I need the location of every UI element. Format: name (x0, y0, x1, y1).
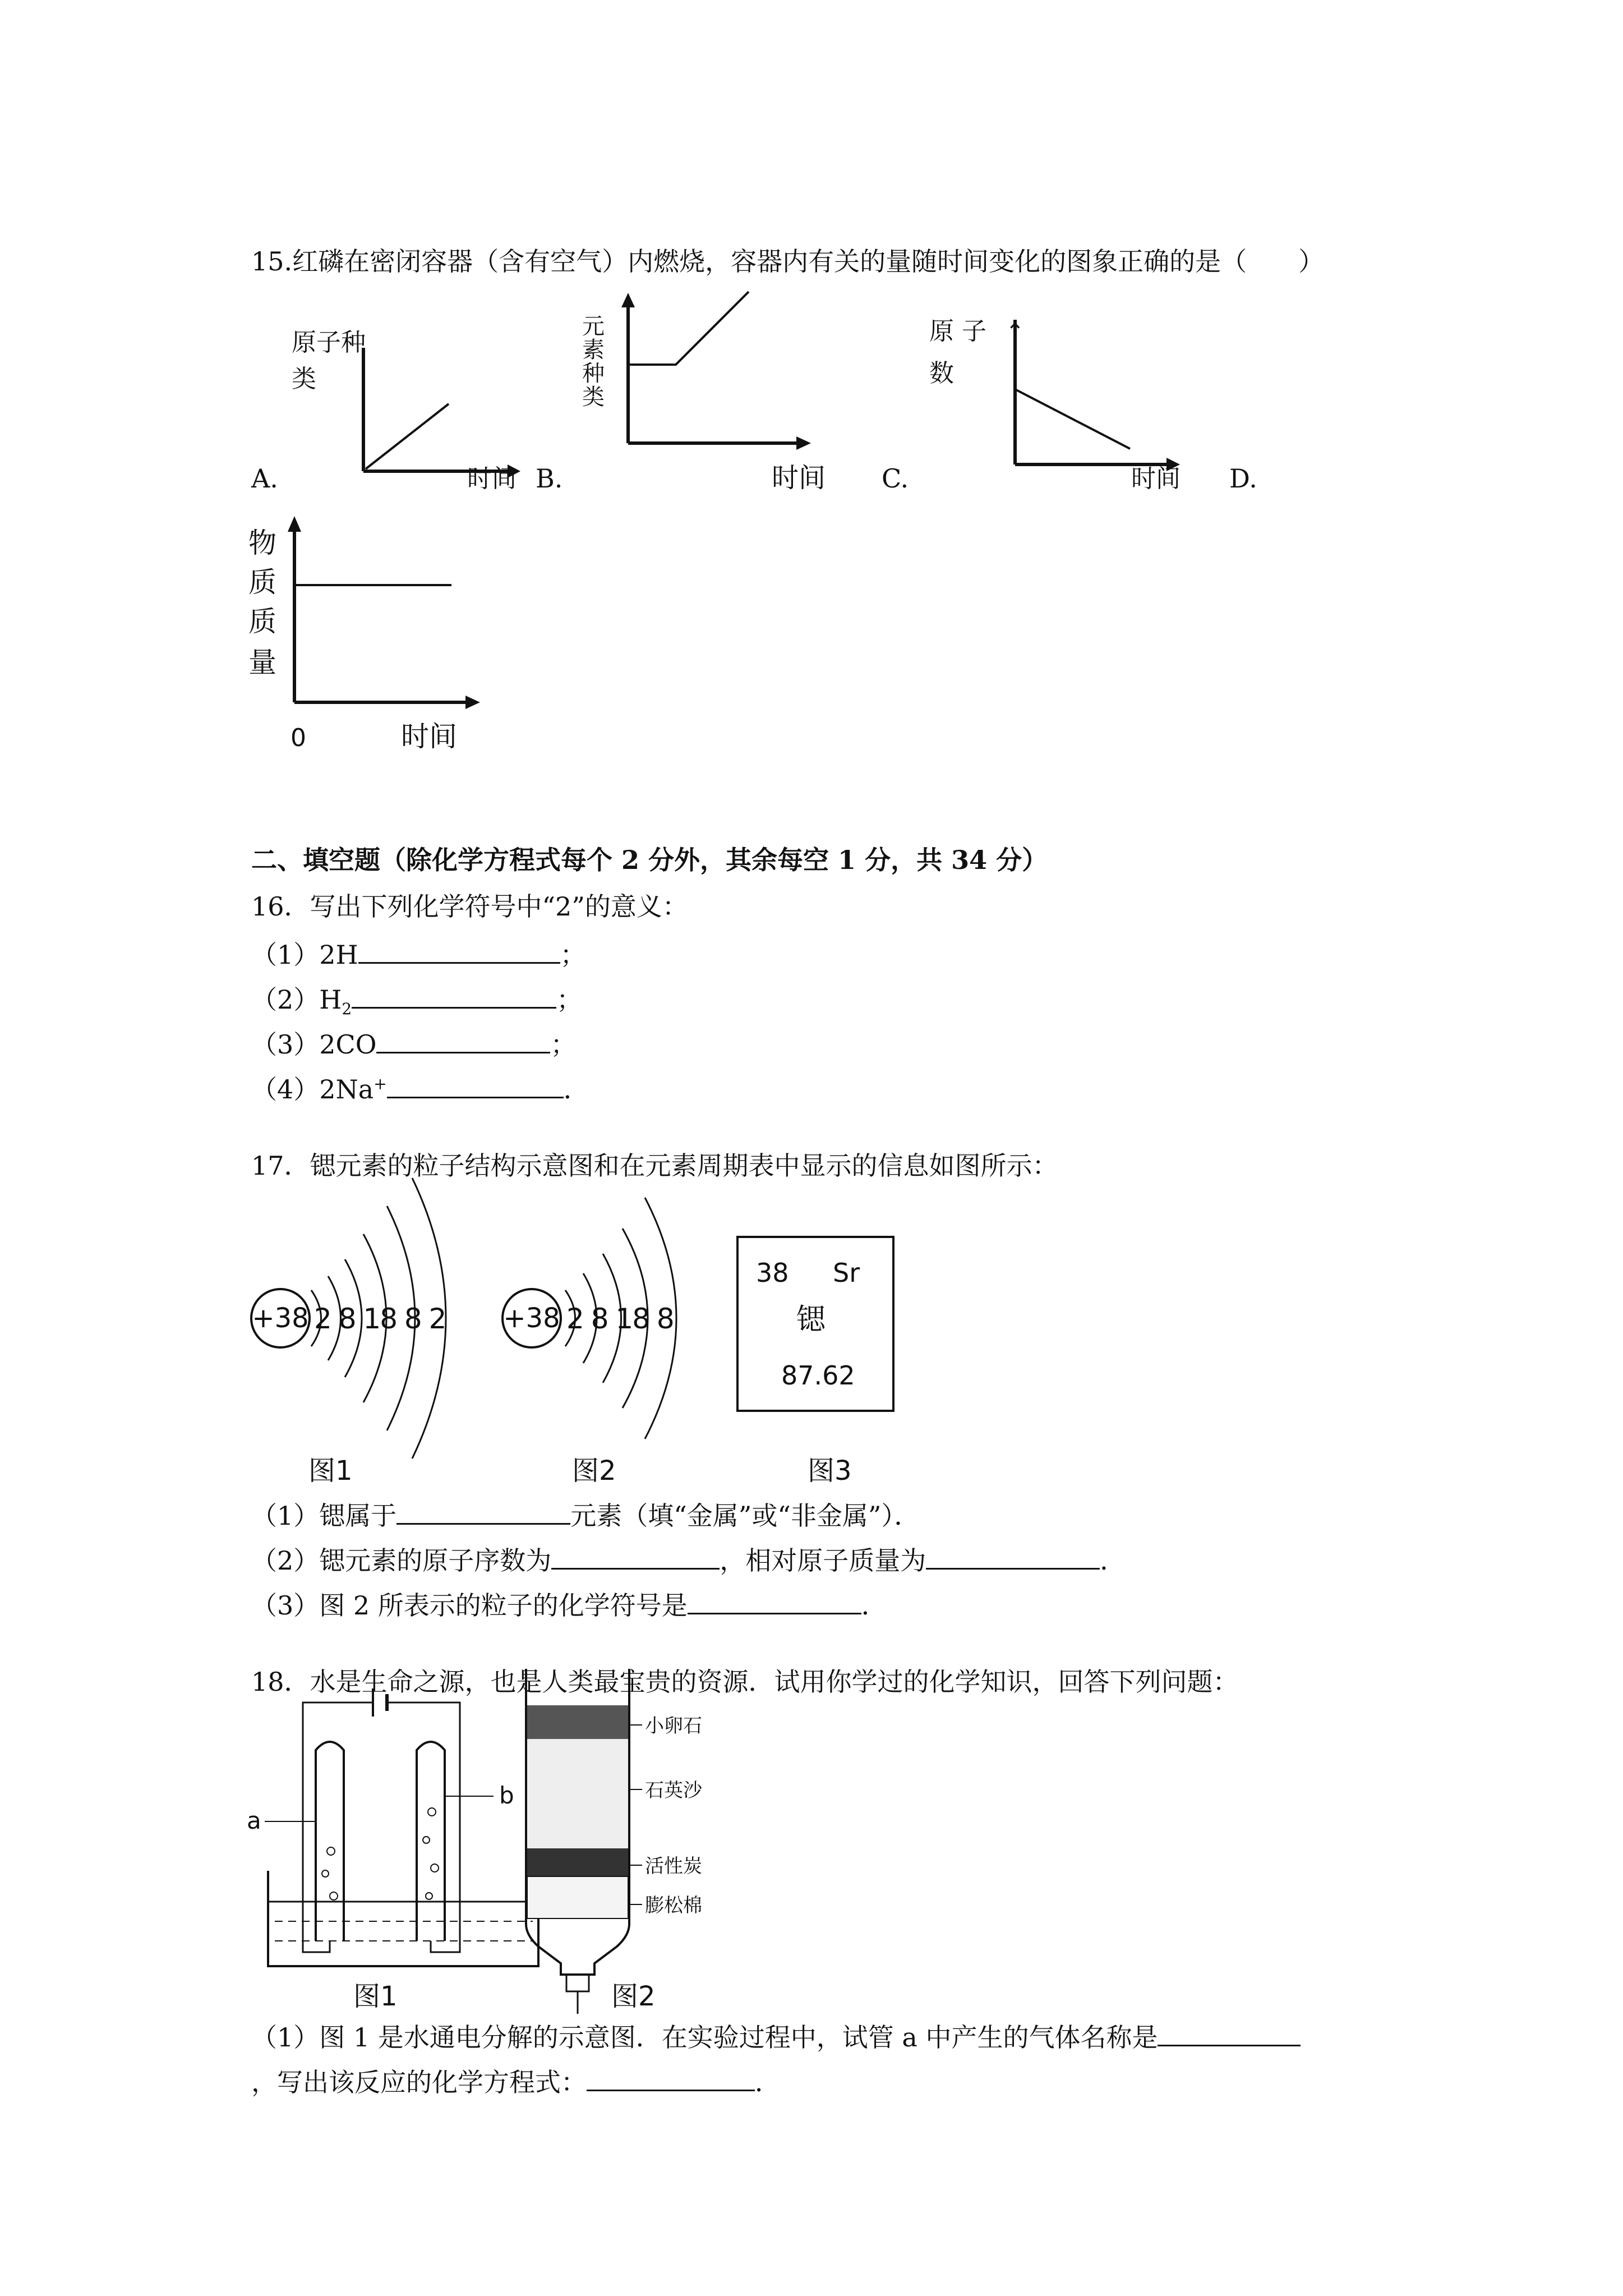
q17-stem: 17．锶元素的粒子结构示意图和在元素周期表中显示的信息如图所示： (251, 1151, 1058, 1181)
svg-text:Sr: Sr (833, 1258, 860, 1288)
q16-item-4: （4）2Na+ ． (251, 1074, 589, 1105)
graph-b-ylabel-3: 类 (582, 384, 605, 410)
svg-text:活性炭: 活性炭 (645, 1855, 702, 1878)
graph-b-ylabel-1: 素 (582, 337, 605, 363)
graph-d-ylabel-2: 质 (248, 605, 276, 638)
option-d: D. (1229, 463, 1257, 494)
q17-sub3: （3）图 2 所表示的粒子的化学符号是 ． (251, 1590, 887, 1621)
svg-text:38: 38 (756, 1258, 789, 1288)
graph-a-xlabel: 时间 (467, 464, 517, 493)
svg-text:↑: ↑ (1006, 319, 1025, 345)
q16-stem: 16．写出下列化学符号中“2”的意义： (251, 891, 688, 922)
svg-text:图1: 图1 (308, 1455, 353, 1487)
graph-d-ylabel-3: 量 (248, 646, 276, 679)
svg-text:2 8 18 8 2: 2 8 18 8 2 (314, 1303, 446, 1335)
svg-text:87.62: 87.62 (781, 1360, 855, 1391)
svg-text:图2: 图2 (611, 1981, 656, 2012)
answer-blank[interactable] (1158, 2022, 1301, 2046)
answer-blank[interactable] (587, 2067, 755, 2091)
q17-fig2 (502, 1198, 676, 1487)
svg-text:+38: +38 (503, 1303, 560, 1334)
svg-text:a: a (247, 1807, 261, 1834)
q18-fig2-filter (526, 1669, 703, 2014)
option-a: A. (251, 463, 278, 494)
svg-text:膨松棉: 膨松棉 (645, 1894, 702, 1917)
graph-d (248, 516, 480, 753)
svg-text:图3: 图3 (808, 1455, 852, 1487)
q17-sub1: （1）锶属于 元素（填“金属”或“非金属”）． (251, 1501, 920, 1531)
graph-a-ylabel-1: 原子种 (292, 328, 366, 357)
graph-c-ylabel-1: 原 子 (929, 317, 986, 346)
svg-text:+38: +38 (252, 1303, 309, 1334)
graph-b (582, 292, 826, 494)
graph-d-ylabel-1: 质 (248, 566, 276, 599)
graph-a (292, 328, 520, 493)
graph-c (929, 317, 1181, 493)
graph-d-xlabel: 时间 (401, 720, 457, 753)
q17-sub2: （2）锶元素的原子序数为 ，相对原子质量为 ． (251, 1545, 1126, 1576)
graph-b-xlabel: 时间 (772, 462, 826, 494)
answer-blank[interactable] (926, 1545, 1100, 1570)
answer-blank[interactable] (376, 1029, 550, 1053)
section-heading: 二、填空题（除化学方程式每个 2 分外，其余每空 1 分，共 34 分） (251, 845, 1048, 875)
svg-text:2 8 18 8: 2 8 18 8 (566, 1303, 674, 1335)
answer-blank[interactable] (688, 1590, 861, 1614)
q17-fig1 (251, 1178, 446, 1487)
svg-text:b: b (499, 1782, 514, 1809)
q15-stem: 15.红磷在密闭容器（含有空气）内燃烧，容器内有关的量随时间变化的图象正确的是（ ） (251, 246, 1325, 277)
q16-item-2: $(2)H_2$ ； (251, 984, 583, 1019)
graph-a-ylabel-2: 类 (292, 365, 316, 393)
svg-text:图1: 图1 (353, 1981, 398, 2012)
q16-item-3: （3）2CO ； (251, 1029, 577, 1060)
svg-text:石英沙: 石英沙 (645, 1779, 702, 1802)
answer-blank[interactable] (352, 984, 556, 1009)
answer-blank[interactable] (551, 1545, 720, 1570)
q17-fig3-element-card (737, 1237, 893, 1487)
svg-text:小卵石: 小卵石 (645, 1715, 702, 1737)
graph-c-ylabel-2: 数 (929, 359, 954, 388)
q18-sub1-line2: ，写出该反应的化学方程式： ． (251, 2067, 781, 2097)
graph-d-ylabel-0: 物 (248, 527, 276, 559)
answer-blank[interactable] (387, 1074, 564, 1098)
answer-blank[interactable] (358, 940, 560, 964)
answer-blank[interactable] (396, 1501, 570, 1525)
q16-item-1: （1）2H ； (251, 940, 586, 970)
svg-text:锶: 锶 (796, 1303, 826, 1337)
q18-stem: 18．水是生命之源，也是人类最宝贵的资源．试用你学过的化学知识，回答下列问题： (251, 1667, 1239, 1697)
graph-d-origin: 0 (291, 724, 306, 752)
svg-text:图2: 图2 (572, 1455, 616, 1487)
graph-c-xlabel: 时间 (1131, 464, 1181, 493)
q18-fig1-electrolysis (247, 1688, 538, 2012)
option-b: B. (536, 463, 563, 494)
q18-sub1: （1）图 1 是水通电分解的示意图．在实验过程中，试管 a 中产生的气体名称是 (251, 2022, 1301, 2050)
graph-b-ylabel-0: 元 (582, 314, 605, 339)
graph-b-ylabel-2: 种 (582, 361, 605, 386)
option-c: C. (882, 463, 909, 494)
